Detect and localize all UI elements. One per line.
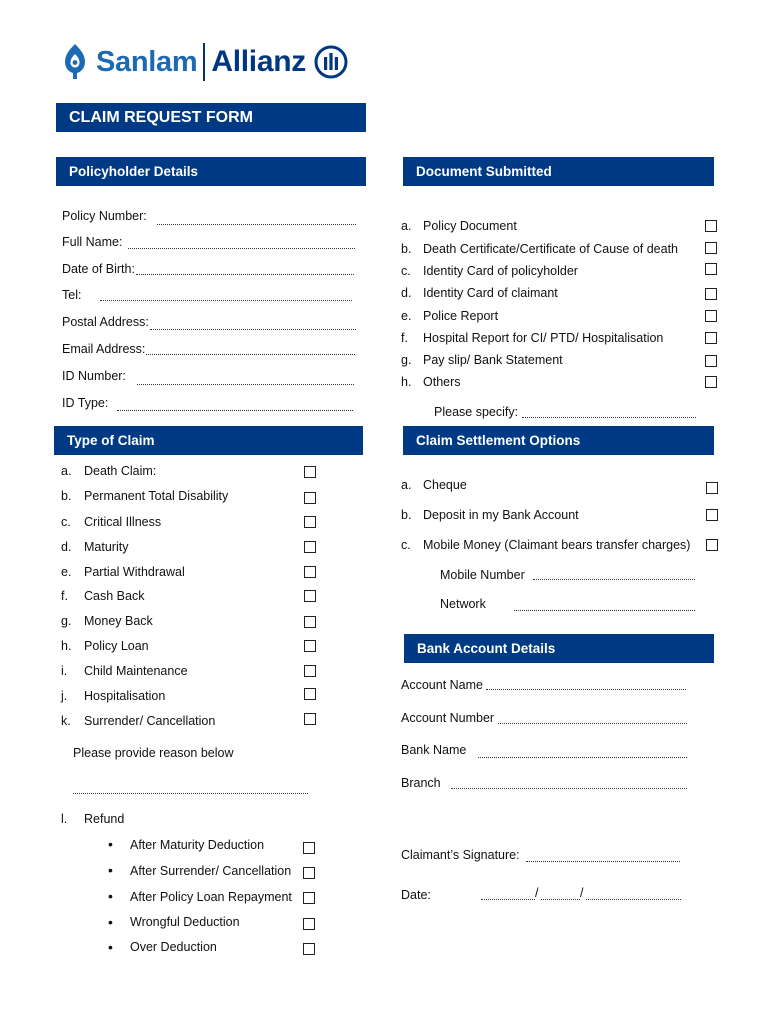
brand-logo <box>62 40 348 84</box>
claim-letter: b. <box>61 489 72 503</box>
claim-letter: f. <box>61 589 68 603</box>
id-type-label: ID Type: <box>62 396 109 410</box>
claim-child-maintenance-checkbox[interactable] <box>304 665 316 677</box>
documents-header: Document Submitted <box>403 157 714 186</box>
settlement-letter: a. <box>401 478 412 492</box>
claim-surrender-label: Surrender/ Cancellation <box>84 714 216 728</box>
sanlam-logo-icon <box>62 42 88 82</box>
account-name-field[interactable] <box>486 689 686 690</box>
doc-others-label: Others <box>423 375 461 389</box>
account-name-label: Account Name <box>401 678 483 692</box>
doc-pay-slip-label: Pay slip/ Bank Statement <box>423 353 563 367</box>
refund-letter: l. <box>61 812 68 826</box>
date-day-field[interactable] <box>481 899 535 900</box>
claim-ptd-label: Permanent Total Disability <box>84 489 229 503</box>
claim-letter: g. <box>61 614 72 628</box>
account-number-label: Account Number <box>401 711 495 725</box>
branch-field[interactable] <box>451 788 687 789</box>
doc-policy-document-label: Policy Document <box>423 219 517 233</box>
network-field[interactable] <box>514 610 695 611</box>
doc-letter: h. <box>401 375 412 389</box>
postal-address-label: Postal Address: <box>62 315 149 329</box>
please-specify-field[interactable] <box>522 417 696 418</box>
claim-letter: d. <box>61 540 72 554</box>
date-label: Date: <box>401 888 431 902</box>
claim-death-label: Death Claim: <box>84 464 157 478</box>
doc-letter: f. <box>401 331 408 345</box>
doc-id-policyholder-label: Identity Card of policyholder <box>423 264 578 278</box>
network-label: Network <box>440 597 486 611</box>
id-number-label: ID Number: <box>62 369 126 383</box>
claim-critical-illness-checkbox[interactable] <box>304 516 316 528</box>
bank-name-label: Bank Name <box>401 743 467 757</box>
doc-policy-document-checkbox[interactable] <box>705 220 717 232</box>
doc-hospital-report-checkbox[interactable] <box>705 332 717 344</box>
doc-letter: e. <box>401 309 412 323</box>
doc-police-report-checkbox[interactable] <box>705 310 717 322</box>
mobile-number-field[interactable] <box>533 579 695 580</box>
date-separator: / <box>580 886 584 900</box>
tel-label: Tel: <box>62 288 82 302</box>
settlement-mobile-money-label: Mobile Money (Claimant bears transfer charges) <box>423 538 691 552</box>
refund-after-loan-checkbox[interactable] <box>303 892 315 904</box>
bank-name-field[interactable] <box>478 757 687 758</box>
full-name-label: Full Name: <box>62 235 123 249</box>
reason-field[interactable] <box>73 793 308 794</box>
doc-id-claimant-label: Identity Card of claimant <box>423 286 558 300</box>
claim-letter: e. <box>61 565 72 579</box>
bullet-icon: • <box>108 914 113 930</box>
tel-field[interactable] <box>100 300 352 301</box>
email-address-field[interactable] <box>146 354 355 355</box>
refund-after-maturity-label: After Maturity Deduction <box>130 838 265 852</box>
settlement-letter: b. <box>401 508 412 522</box>
id-type-field[interactable] <box>117 410 353 411</box>
claim-money-back-label: Money Back <box>84 614 153 628</box>
id-number-field[interactable] <box>137 384 354 385</box>
branch-label: Branch <box>401 776 441 790</box>
allianz-wordmark: Allianz <box>211 45 306 78</box>
policyholder-header: Policyholder Details <box>56 157 366 186</box>
claim-policy-loan-label: Policy Loan <box>84 639 149 653</box>
claim-ptd-checkbox[interactable] <box>304 492 316 504</box>
settlement-mobile-money-checkbox[interactable] <box>706 539 718 551</box>
claim-type-header: Type of Claim <box>54 426 363 455</box>
claim-partial-withdrawal-label: Partial Withdrawal <box>84 565 185 579</box>
claim-child-maintenance-label: Child Maintenance <box>84 664 188 678</box>
claim-maturity-label: Maturity <box>84 540 129 554</box>
settlement-cheque-checkbox[interactable] <box>706 482 718 494</box>
doc-pay-slip-checkbox[interactable] <box>705 355 717 367</box>
policy-number-label: Policy Number: <box>62 209 147 223</box>
refund-wrongful-label: Wrongful Deduction <box>130 915 240 929</box>
settlement-bank-deposit-label: Deposit in my Bank Account <box>423 508 579 522</box>
postal-address-field[interactable] <box>150 329 356 330</box>
refund-over-deduction-checkbox[interactable] <box>303 943 315 955</box>
signature-field[interactable] <box>526 861 680 862</box>
sanlam-wordmark: Sanlam <box>96 45 198 78</box>
refund-after-surrender-checkbox[interactable] <box>303 867 315 879</box>
settlement-header: Claim Settlement Options <box>403 426 714 455</box>
refund-after-surrender-label: After Surrender/ Cancellation <box>130 864 292 878</box>
claim-surrender-checkbox[interactable] <box>304 713 316 725</box>
doc-police-report-label: Police Report <box>423 309 499 323</box>
settlement-letter: c. <box>401 538 411 552</box>
claim-partial-withdrawal-checkbox[interactable] <box>304 566 316 578</box>
logo-divider <box>203 43 205 81</box>
date-of-birth-label: Date of Birth: <box>62 262 135 276</box>
doc-id-policyholder-checkbox[interactable] <box>705 263 717 275</box>
doc-letter: c. <box>401 264 411 278</box>
bullet-icon: • <box>108 888 113 904</box>
reason-label: Please provide reason below <box>73 746 234 760</box>
email-address-label: Email Address: <box>62 342 146 356</box>
full-name-field[interactable] <box>128 248 355 249</box>
doc-death-certificate-checkbox[interactable] <box>705 242 717 254</box>
bullet-icon: • <box>108 836 113 852</box>
claim-death-checkbox[interactable] <box>304 466 316 478</box>
doc-others-checkbox[interactable] <box>705 376 717 388</box>
date-separator: / <box>535 886 539 900</box>
refund-label: Refund <box>84 812 125 826</box>
doc-letter: a. <box>401 219 412 233</box>
claim-letter: j. <box>61 689 68 703</box>
claim-letter: h. <box>61 639 72 653</box>
bullet-icon: • <box>108 862 113 878</box>
allianz-eagle-icon <box>314 45 348 79</box>
refund-after-maturity-checkbox[interactable] <box>303 842 315 854</box>
doc-letter: g. <box>401 353 412 367</box>
claim-hospitalisation-label: Hospitalisation <box>84 689 166 703</box>
claim-letter: i. <box>61 664 68 678</box>
date-month-field[interactable] <box>541 899 580 900</box>
claim-cash-back-checkbox[interactable] <box>304 590 316 602</box>
form-title: CLAIM REQUEST FORM <box>56 103 366 132</box>
claim-hospitalisation-checkbox[interactable] <box>304 688 316 700</box>
claim-letter: a. <box>61 464 72 478</box>
doc-hospital-report-label: Hospital Report for CI/ PTD/ Hospitalisation <box>423 331 664 345</box>
refund-wrongful-checkbox[interactable] <box>303 918 315 930</box>
doc-death-certificate-label: Death Certificate/Certificate of Cause of death <box>423 242 678 256</box>
claim-policy-loan-checkbox[interactable] <box>304 640 316 652</box>
doc-id-claimant-checkbox[interactable] <box>705 288 717 300</box>
date-year-field[interactable] <box>586 899 681 900</box>
claim-critical-illness-label: Critical Illness <box>84 515 162 529</box>
claim-letter: c. <box>61 515 71 529</box>
signature-label: Claimant’s Signature: <box>401 848 520 862</box>
claim-maturity-checkbox[interactable] <box>304 541 316 553</box>
bank-header: Bank Account Details <box>404 634 714 663</box>
doc-letter: d. <box>401 286 412 300</box>
claim-letter: k. <box>61 714 71 728</box>
refund-after-loan-label: After Policy Loan Repayment <box>130 890 292 904</box>
mobile-number-label: Mobile Number <box>440 568 525 582</box>
policy-number-field[interactable] <box>157 224 356 225</box>
date-of-birth-field[interactable] <box>136 274 354 275</box>
settlement-bank-deposit-checkbox[interactable] <box>706 509 718 521</box>
claim-cash-back-label: Cash Back <box>84 589 145 603</box>
doc-letter: b. <box>401 242 412 256</box>
claim-money-back-checkbox[interactable] <box>304 616 316 628</box>
settlement-cheque-label: Cheque <box>423 478 467 492</box>
bullet-icon: • <box>108 939 113 955</box>
please-specify-label: Please specify: <box>434 405 519 419</box>
account-number-field[interactable] <box>498 723 687 724</box>
refund-over-deduction-label: Over Deduction <box>130 940 217 954</box>
